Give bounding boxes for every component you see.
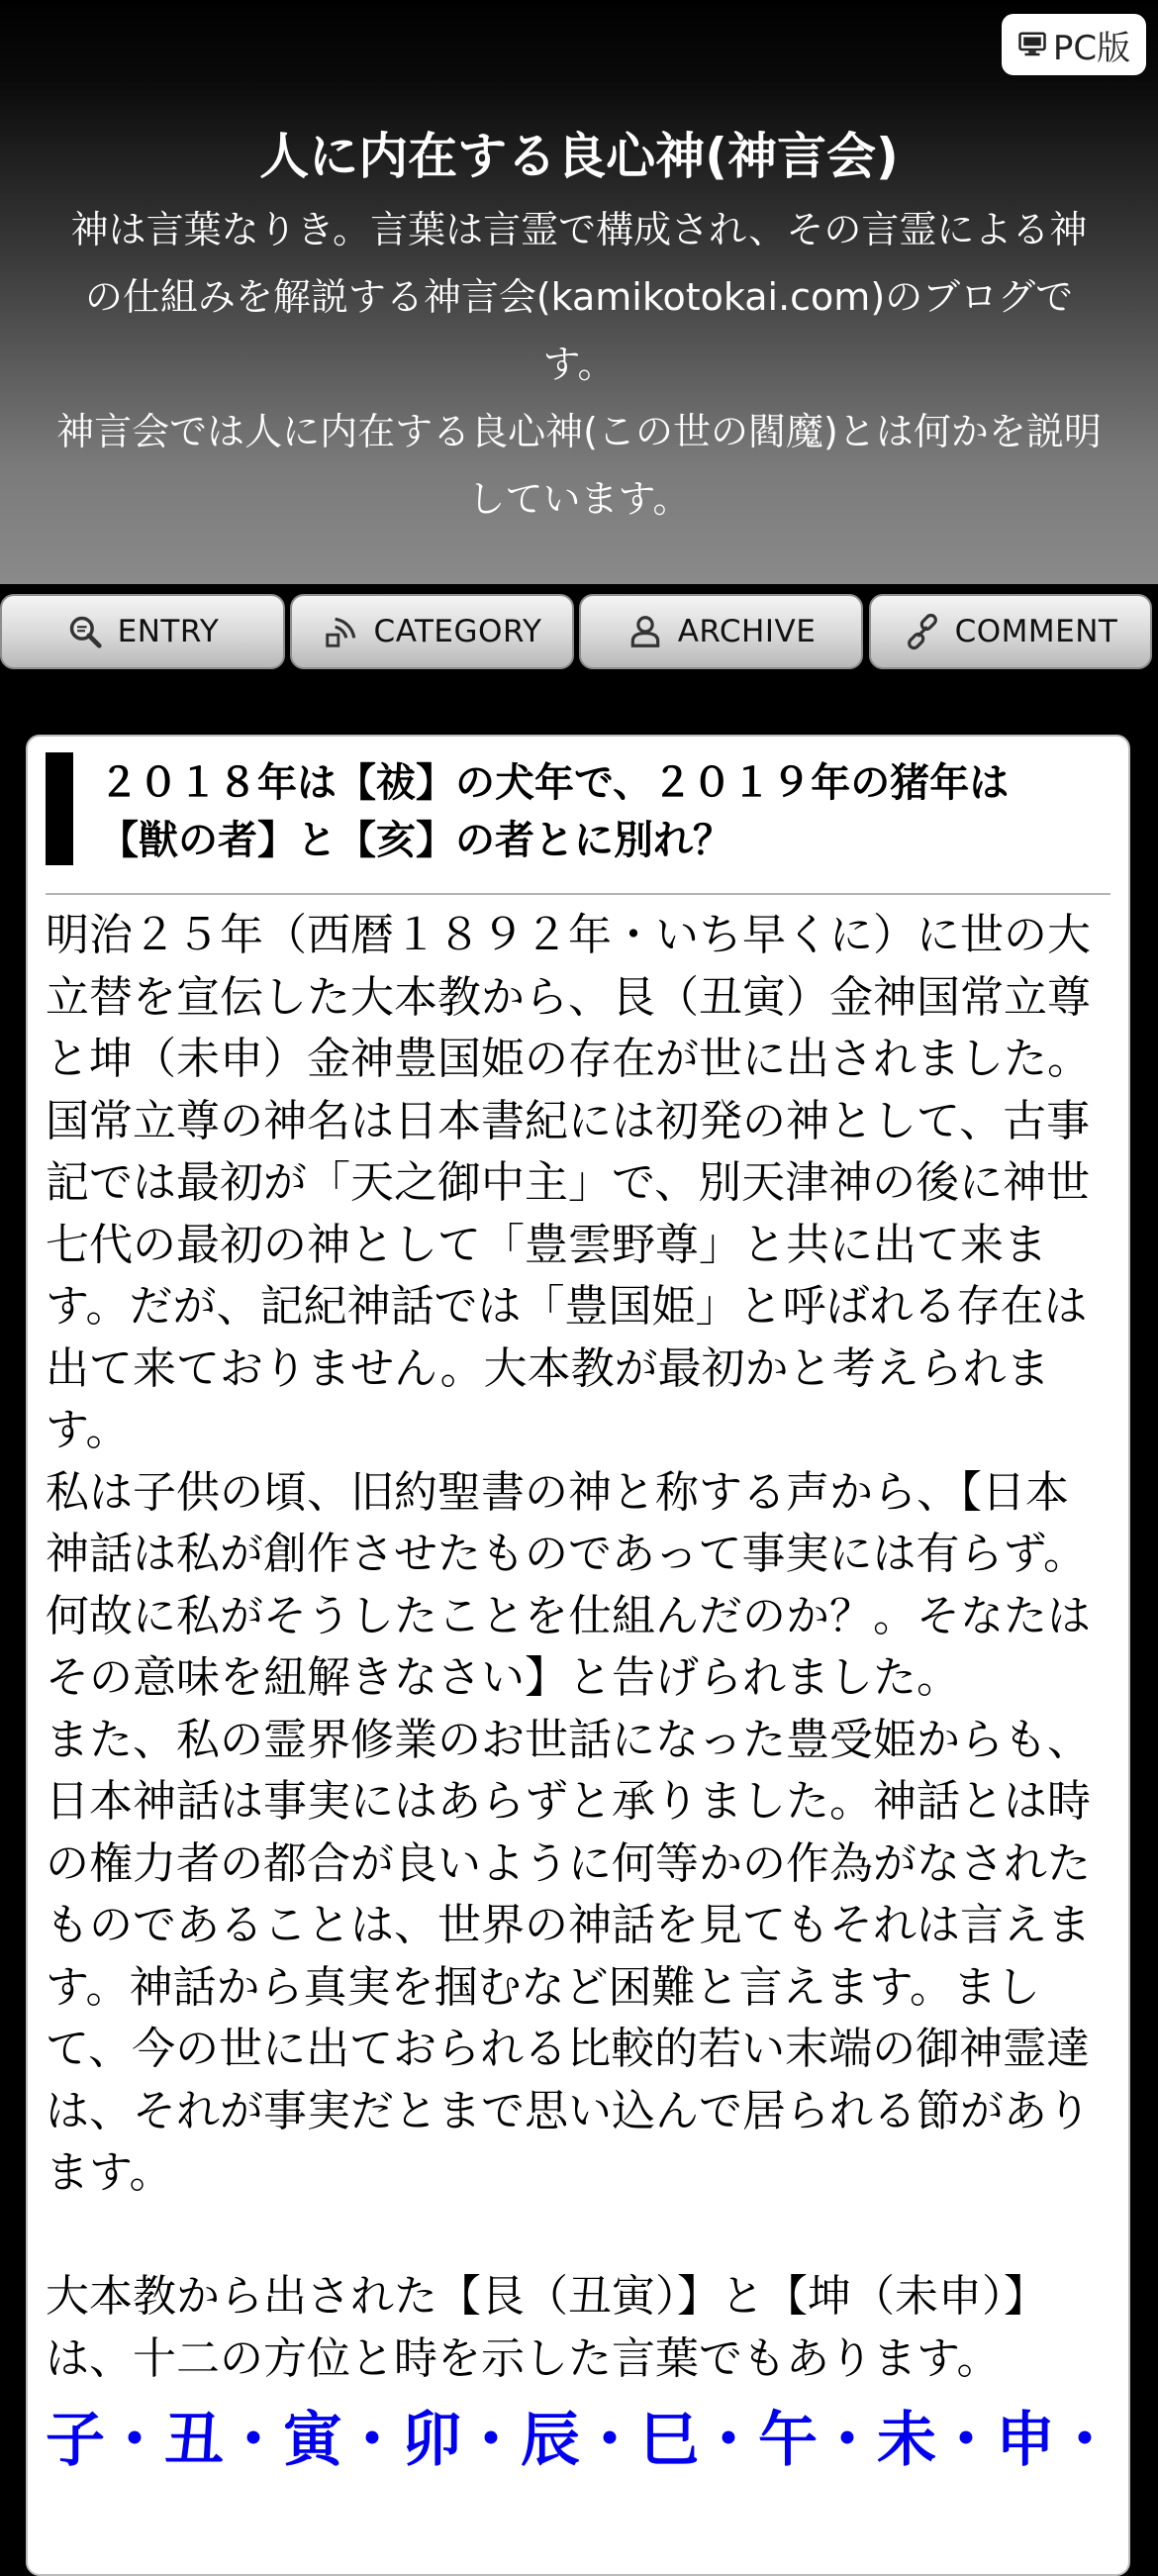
body-line: 日本神話は事実にはあらずと承りました。神話とは時 — [46, 1776, 1091, 1827]
body-line: の権力者の都合が良いように何等かの作為がなされた — [46, 1837, 1091, 1889]
entry-title-line: 【獣の者】と【亥】の者とに別れ？ — [99, 818, 732, 863]
body-line: その意味を紐解きなさい】と告げられました。 — [46, 1652, 960, 1703]
blog-header — [0, 0, 1158, 584]
body-line — [46, 2205, 1110, 2267]
body-line: 大本教から出された【艮（丑寅）】と【坤（未申）】 — [46, 2271, 1047, 2322]
site-description-line: しています。 — [467, 477, 691, 521]
body-line: は、それが事実だとまで思い込んで居られる節があり — [46, 2085, 1091, 2136]
zodiac-line: 子・丑・寅・卯・辰・巳・午・未・申・ — [46, 2406, 1114, 2475]
body-line: 明治２５年（西暦１８９２年・いち早くに）に世の大 — [46, 910, 1091, 960]
body-line: ます。 — [46, 2147, 173, 2198]
body-line: 出て来ておりません。大本教が最初かと考えられま — [46, 1342, 1050, 1394]
entry-title-line: ２０１８年は【祓】の犬年で、２０１９年の猪年は — [99, 760, 1010, 806]
person-icon — [627, 613, 664, 650]
nav-entry-button[interactable] — [0, 594, 285, 669]
body-line: は、十二の方位と時を示した言葉でもあります。 — [46, 2332, 1001, 2384]
nav-category-button[interactable] — [290, 594, 574, 669]
heading-accent-bar — [46, 752, 73, 865]
entry-title[interactable] — [99, 754, 1099, 869]
nav-bar — [0, 594, 1158, 671]
nav-category-label: CATEGORY — [373, 614, 542, 649]
nav-comment-label: COMMENT — [954, 614, 1118, 649]
nav-archive-label: ARCHIVE — [677, 614, 817, 649]
pc-version-label: PC版 — [1052, 28, 1131, 68]
site-description-line: す。 — [542, 343, 616, 386]
entry-card — [26, 735, 1130, 2576]
magnifier-icon — [66, 613, 104, 650]
entry-heading — [46, 752, 1101, 865]
body-line: と坤（未申）金神豊国姫の存在が世に出されました。 — [46, 1034, 1091, 1084]
body-line: ものであることは、世界の神話を見てもそれは言えま — [46, 1900, 1091, 1950]
body-line: 神話は私が創作させたものであって事実には有らず。 — [46, 1529, 1088, 1579]
nav-archive-button[interactable] — [579, 594, 863, 669]
body-line: 記では最初が「天之御中主」で、別天津神の後に神世 — [46, 1157, 1091, 1208]
body-line: す。 — [46, 1405, 130, 1455]
divider — [46, 893, 1110, 895]
body-line: 私は子供の頃、旧約聖書の神と称する声から、【日本 — [46, 1466, 1069, 1518]
body-line: また、私の霊界修業のお世話になった豊受姫からも、 — [46, 1714, 1091, 1765]
entry-body — [46, 905, 1114, 2485]
nav-comment-button[interactable] — [869, 594, 1152, 669]
nav-entry-label: ENTRY — [117, 614, 220, 649]
site-description-line: の仕組みを解説する神言会(kamikotokai.com)のブログで — [84, 275, 1074, 319]
body-line: 七代の最初の神として「豊雲野尊」と共に出て来ま — [46, 1219, 1047, 1270]
pc-version-button[interactable] — [1002, 14, 1146, 75]
site-description-line: 神は言葉なりき。言葉は言霊で構成され、その言霊による神 — [70, 208, 1088, 251]
site-title[interactable]: 人に内在する良心神(神言会) — [259, 128, 899, 185]
body-line: て、今の世に出ておられる比較的若い末端の御神霊達 — [46, 2024, 1091, 2074]
body-line: 国常立尊の神名は日本書紀には初発の神として、古事 — [46, 1095, 1091, 1146]
body-line: 立替を宣伝した大本教から、艮（丑寅）金神国常立尊 — [46, 971, 1091, 1023]
body-line: す。神話から真実を掴むなど困難と言えます。まし — [46, 1961, 1040, 2013]
body-line: 何故に私がそうしたことを仕組んだのか？。そなたは — [46, 1590, 1091, 1641]
rss-icon — [323, 613, 360, 650]
site-description — [0, 196, 1158, 533]
monitor-icon — [1017, 30, 1047, 59]
chain-link-icon — [904, 613, 941, 650]
body-line: す。だが、記紀神話では「豊国姫」と呼ばれる存在は — [46, 1281, 1088, 1332]
site-description-line: 神言会では人に内在する良心神(この世の閻魔)とは何かを説明 — [56, 410, 1102, 453]
